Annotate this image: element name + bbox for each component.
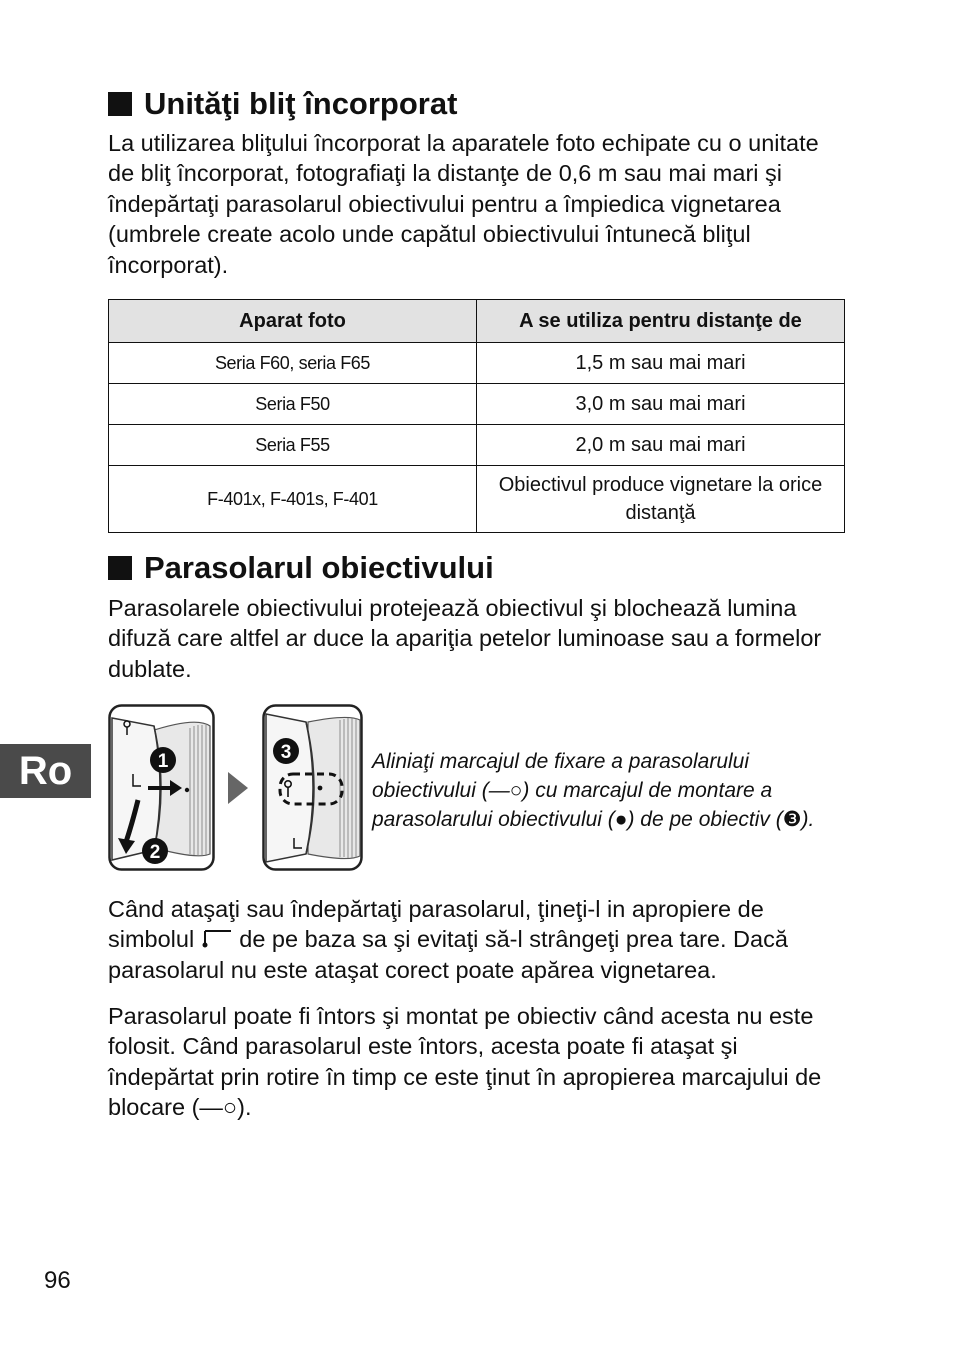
section-paragraph: La utilizarea bliţului încorporat la aparatele foto echipate cu o unitate de bliţ încorporat, fotografiaţi la distanţe de 0,6 m sau mai mari şi îndepărtaţi parasolarul obiectivului pentru a împiedica vignetarea (umbrele create acolo unde capătul obiectivului întunecă bliţul încorporat). xyxy=(108,130,819,278)
table-row xyxy=(109,466,845,533)
svg-text:2: 2 xyxy=(149,842,161,863)
table-cell: 1,5 m sau mai mari xyxy=(477,343,845,384)
table-row xyxy=(109,425,845,466)
lens-hood-panel-right xyxy=(264,706,362,870)
section-paragraph: Parasolarele obiectivului protejează obiectivul şi blochează lumina difuză care altfel ar duce la apariţia petelor luminoase sau a formelor dublate. xyxy=(108,595,822,682)
step-2-badge xyxy=(142,838,168,864)
section-heading-built-in-flash xyxy=(108,86,457,122)
section-heading-lens-hood xyxy=(108,550,494,586)
section-title: Parasolarul obiectivului xyxy=(144,550,494,585)
square-bullet-icon xyxy=(108,556,132,580)
step-3-badge xyxy=(273,738,299,764)
svg-text:1: 1 xyxy=(157,751,169,772)
svg-text:3: 3 xyxy=(280,742,292,763)
paragraph-text-end: de pe baza sa şi evitaţi să-l strângeţi prea tare. Dacă parasolarul nu este ataşat corect poate apărea vignetarea. xyxy=(108,926,788,983)
table-row xyxy=(109,384,845,425)
table-cell: F-401x, F-401s, F-401 xyxy=(109,466,477,533)
figure-caption: Aliniaţi marcajul de fixare a parasolarului obiectivului (—○) cu marcajul de montare a parasolarului obiectivului (●) de pe obiectiv (❸). xyxy=(372,750,815,831)
page-number: 96 xyxy=(44,1267,71,1294)
table-cell: 2,0 m sau mai mari xyxy=(477,425,845,466)
table-cell: Seria F55 xyxy=(109,425,477,466)
next-arrow-icon xyxy=(228,772,248,804)
lens-hood-attachment-illustration xyxy=(108,704,366,874)
section-title: Unităţi bliţ încorporat xyxy=(144,86,458,121)
language-tab: Ro xyxy=(0,744,91,798)
hood-base-symbol-icon xyxy=(201,927,233,949)
table-header-row xyxy=(109,300,845,343)
camera-distance-table xyxy=(108,299,845,533)
table-cell: Seria F60, seria F65 xyxy=(109,343,477,384)
table-row xyxy=(109,343,845,384)
table-cell: 3,0 m sau mai mari xyxy=(477,384,845,425)
square-bullet-icon xyxy=(108,92,132,116)
table-cell: Obiectivul produce vignetare la orice distanţă xyxy=(477,466,845,533)
column-header: A se utiliza pentru distanţe de xyxy=(477,300,845,343)
paragraph-text-start: Când ataşaţi sau îndepărtaţi parasolarul, ţineţi-l in apropiere de simbolul xyxy=(108,896,764,953)
table-cell: Seria F50 xyxy=(109,384,477,425)
column-header: Aparat foto xyxy=(109,300,477,343)
step-1-badge xyxy=(150,747,176,773)
reversed-hood-paragraph: Parasolarul poate fi întors şi montat pe obiectiv când acesta nu este folosit. Când parasolarul este întors, acesta poate fi ataşat şi îndepărtat prin rotire în timp ce este ţinut în apropierea marcajului de blocare (—○). xyxy=(108,1003,822,1121)
hood-attach-paragraph xyxy=(108,894,848,985)
